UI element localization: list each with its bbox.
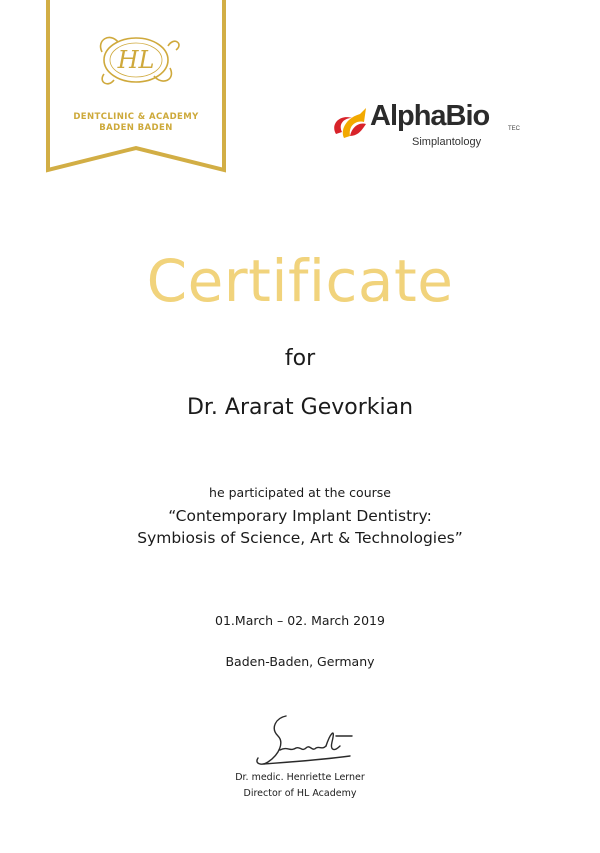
- clinic-name-line2: BADEN BADEN: [99, 123, 173, 133]
- course-title-line2: Symbiosis of Science, Art & Technologies”: [137, 529, 463, 547]
- course-location: Baden-Baden, Germany: [225, 654, 375, 669]
- alphabio-tagline: Simplantology: [412, 136, 482, 148]
- clinic-name-line1: DENTCLINIC & ACADEMY: [73, 112, 199, 122]
- svg-text:HL: HL: [117, 46, 155, 74]
- alphabio-logo: [330, 100, 530, 160]
- signatory-title: Director of HL Academy: [243, 788, 357, 799]
- for-label: for: [284, 346, 316, 371]
- certificate-title: Certificate: [146, 247, 454, 315]
- course-title-line1: “Contemporary Implant Dentistry:: [168, 507, 432, 525]
- recipient-name: Dr. Ararat Gevorkian: [186, 395, 414, 420]
- course-dates: 01.March – 02. March 2019: [215, 613, 385, 628]
- alphabio-wordmark: AlphaBio: [370, 100, 490, 132]
- participation-statement: he participated at the course: [209, 485, 391, 500]
- clinic-logo-ribbon: [44, 0, 228, 175]
- alphabio-tec-suffix: TEC: [508, 126, 520, 132]
- alphabio-swoosh-icon: [330, 104, 372, 144]
- signatory-name: Dr. medic. Henriette Lerner: [235, 772, 365, 783]
- handwritten-signature: [240, 706, 360, 776]
